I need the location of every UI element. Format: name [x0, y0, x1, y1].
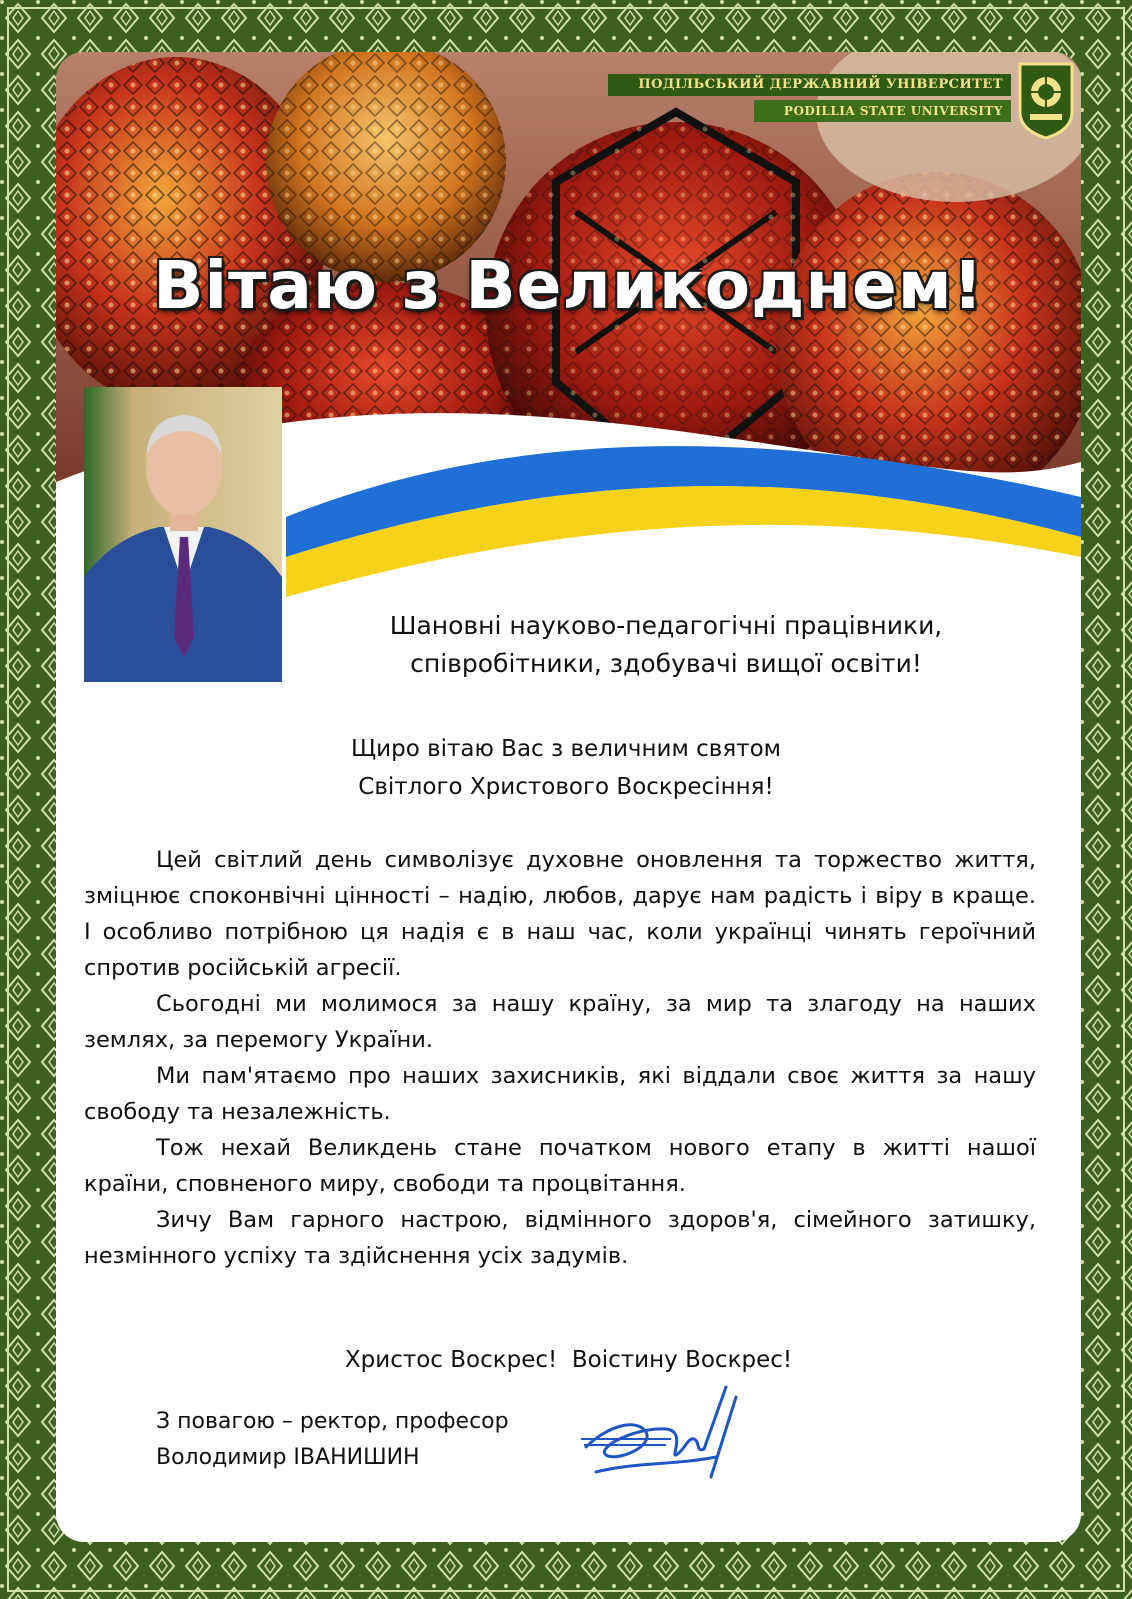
paragraph: Сьогодні ми молимося за нашу країну, за мир та злагоду на наших землях, за перемогу України.: [84, 991, 1036, 1053]
university-crest-icon: [1016, 60, 1076, 140]
signature-block: [156, 1404, 509, 1476]
intro-line-1: Щиро вітаю Вас з величним святом: [350, 736, 781, 762]
university-name-ua: ПОДІЛЬСЬКИЙ ДЕРЖАВНИЙ УНІВЕРСИТЕТ: [608, 74, 1011, 96]
paragraph: Зичу Вам гарного настрою, відмінного здоров'я, сімейного затишку, незмінного успіху та здійснення усіх задумів.: [84, 1207, 1036, 1269]
greeting-line-2: співробітники, здобувачі вищої освіти!: [410, 649, 922, 678]
rector-photo: [84, 387, 282, 682]
paragraph: Тож нехай Великдень стане початком нового етапу в житті нашої країни, сповненого миру, свободи та процвітання.: [84, 1135, 1036, 1197]
paragraph: Ми пам'ятаємо про наших захисників, які віддали своє життя за нашу свободу та незалежність.: [84, 1063, 1036, 1125]
intro-line-2: Світлого Христового Воскресіння!: [358, 774, 774, 800]
greeting-line-1: Шановні науково-педагогічні працівники,: [389, 611, 943, 640]
handwritten-signature: [576, 1377, 746, 1497]
closing-greeting: Христос Воскрес! Воістину Воскрес!: [344, 1347, 793, 1373]
greeting: [306, 607, 1026, 683]
letter-sheet: [56, 52, 1081, 1542]
ukrainian-flag-wave: [286, 397, 1081, 597]
university-ribbon: [621, 70, 1011, 124]
signature-title: З повагою – ректор, професор: [156, 1409, 509, 1434]
university-name-en: PODILLIA STATE UNIVERSITY: [754, 100, 1011, 122]
paragraph: Цей світлий день символізує духовне оновлення та торжество життя, зміцнює споконвічні цінності – надію, любов, дарує нам радість і віру в краще. І особливо потрібною ця надія є в наш час, коли українці чинять героїчний спротив російській агресії.: [84, 847, 1036, 981]
portrait-image: [84, 387, 282, 682]
intro: [216, 730, 916, 806]
letter-body: [84, 842, 1036, 1274]
signature-name: Володимир ІВАНИШИН: [156, 1445, 420, 1470]
headline: Вітаю з Великоднем!: [153, 247, 984, 324]
